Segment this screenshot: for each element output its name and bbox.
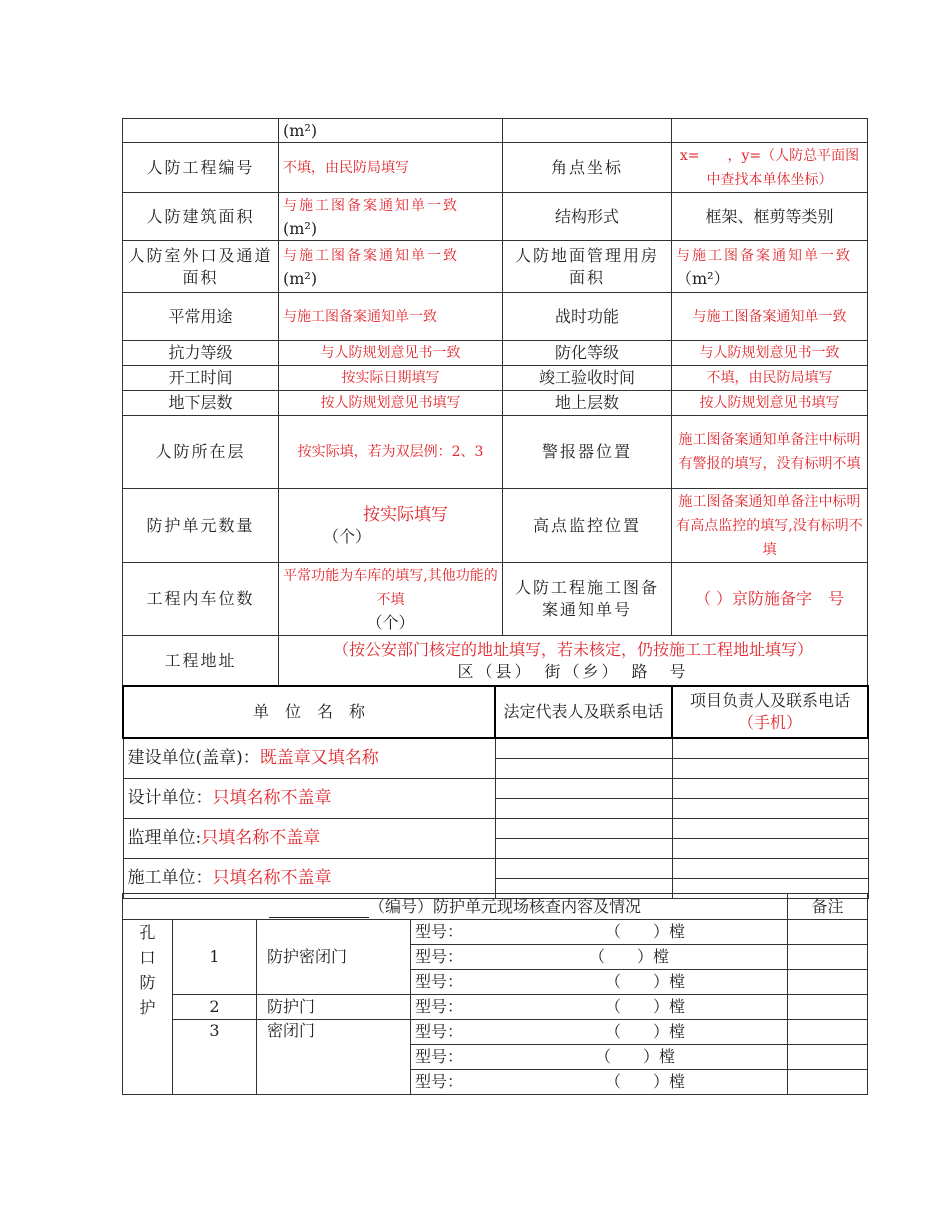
value-corner-coords: x= ，y=（人防总平面图中查找本单体坐标） [672, 143, 868, 193]
unit-note: 既盖章又填名称 [259, 748, 379, 769]
value-normal-use: 与施工图备案通知单一致 [279, 293, 503, 341]
unit-note: 只填名称不盖章 [212, 788, 332, 808]
number-blank [269, 901, 369, 918]
count-text: （ ）樘 [613, 1022, 686, 1041]
label-address: 工程地址 [123, 636, 279, 686]
value-aboveground: 按人防规划意见书填写 [672, 391, 868, 416]
unit-row-design [123, 778, 495, 818]
info-table [122, 118, 868, 686]
unit-row-construction [123, 858, 495, 898]
unit-row-owner [123, 738, 495, 778]
value-resistance: 与人防规划意见书一致 [279, 341, 503, 366]
count-text: （ ）樘 [603, 1047, 676, 1066]
label-chem: 防化等级 [503, 341, 672, 366]
item-no: 1 [173, 920, 257, 995]
value-start-time: 按实际日期填写 [279, 366, 503, 391]
value-project-number: 不填，由民防局填写 [279, 143, 503, 193]
label-exit-area: 人防室外口及通道面积 [123, 241, 279, 293]
value-mgmt-area: 与施工图备案通知单一致 [676, 247, 852, 264]
check-table [122, 893, 868, 1095]
unit-units-count: （个） [323, 526, 372, 546]
value-parking: 平常功能为车库的填写,其他功能的不填 [283, 568, 498, 608]
header-unit-name: 单 位 名 称 [123, 686, 495, 738]
label-building-area: 人防建筑面积 [123, 193, 279, 241]
value-address-template: 区（县） 街（乡） 路 号 [457, 661, 689, 681]
item-name: 密闭门 [257, 1020, 411, 1095]
unit-building-area: (m²) [283, 218, 318, 238]
category-label: 孔口防护 [123, 920, 173, 1095]
value-structure: 框架、框剪等类别 [672, 193, 868, 241]
header-manager: 项目负责人及联系电话 [689, 691, 850, 710]
unit-note: 只填名称不盖章 [212, 868, 332, 888]
model-label: 型号： [415, 947, 464, 966]
unit-note: 只填名称不盖章 [201, 828, 321, 848]
label-parking: 工程内车位数 [123, 563, 279, 636]
value-war-function: 与施工图备案通知单一致 [672, 293, 868, 341]
remark-header: 备注 [788, 894, 868, 920]
value-exit-area: 与施工图备案通知单一致 [283, 247, 459, 264]
value-floor: 按实际填，若为双层例：2、3 [279, 416, 503, 489]
value-finish-time: 不填，由民防局填写 [672, 366, 868, 391]
label-project-number: 人防工程编号 [123, 143, 279, 193]
model-label: 型号： [415, 997, 464, 1016]
value-address-note: （按公安部门核定的地址填写，若未核定，仍按施工工程地址填写） [332, 639, 813, 659]
label-finish-time: 竣工验收时间 [503, 366, 672, 391]
count-text: （ ）樘 [613, 972, 686, 991]
model-label: 型号： [415, 1072, 464, 1091]
unit-parking: （个） [366, 613, 415, 632]
label-war-function: 战时功能 [503, 293, 672, 341]
item-name: 防护门 [257, 995, 411, 1020]
check-title: （编号）防护单元现场核查内容及情况 [369, 896, 642, 916]
model-label: 型号： [415, 1022, 464, 1041]
label-alarm: 警报器位置 [503, 416, 672, 489]
value-notice-number: （ ）京防施备字 号 [672, 563, 868, 636]
label-mgmt-area: 人防地面管理用房面积 [503, 241, 672, 293]
unit-label: 设计单位： [127, 788, 213, 808]
label-start-time: 开工时间 [123, 366, 279, 391]
unit-exit-area: (m²) [283, 268, 318, 288]
unit-row-supervision [123, 818, 495, 858]
label-normal-use: 平常用途 [123, 293, 279, 341]
label-units-count: 防护单元数量 [123, 489, 279, 563]
header-manager-mobile: （手机） [737, 713, 802, 732]
unit-label: 施工单位： [127, 868, 213, 888]
model-label: 型号： [415, 972, 464, 991]
model-label: 型号： [415, 1047, 464, 1066]
label-monitor: 高点监控位置 [503, 489, 672, 563]
count-text: （ ）樘 [613, 922, 686, 941]
value-monitor: 施工图备案通知单备注中标明有高点监控的填写,没有标明不填 [672, 489, 868, 563]
item-no: 3 [173, 1020, 257, 1095]
model-label: 型号： [415, 922, 464, 941]
item-no: 2 [173, 995, 257, 1020]
label-underground: 地下层数 [123, 391, 279, 416]
count-text: （ ）樘 [597, 947, 670, 966]
label-resistance: 抗力等级 [123, 341, 279, 366]
unit-label: 监理单位: [127, 828, 202, 848]
count-text: （ ）樘 [613, 997, 686, 1016]
unit-mgmt-area: （m²） [676, 268, 730, 288]
label-structure: 结构形式 [503, 193, 672, 241]
item-name: 防护密闭门 [257, 920, 411, 995]
label-floor: 人防所在层 [123, 416, 279, 489]
units-table [122, 685, 869, 899]
area-unit: (m²) [279, 119, 503, 143]
label-aboveground: 地上层数 [503, 391, 672, 416]
value-chem: 与人防规划意见书一致 [672, 341, 868, 366]
count-text: （ ）樘 [613, 1072, 686, 1091]
value-units-count: 按实际填写 [363, 504, 448, 525]
value-alarm: 施工图备案通知单备注中标明有警报的填写，没有标明不填 [672, 416, 868, 489]
unit-label: 建设单位(盖章)： [127, 748, 260, 769]
label-corner-coords: 角点坐标 [503, 143, 672, 193]
value-underground: 按人防规划意见书填写 [279, 391, 503, 416]
header-legal-rep: 法定代表人及联系电话 [495, 686, 672, 738]
label-notice-number: 人防工程施工图备案通知单号 [503, 563, 672, 636]
value-building-area: 与施工图备案通知单一致 [283, 197, 459, 214]
